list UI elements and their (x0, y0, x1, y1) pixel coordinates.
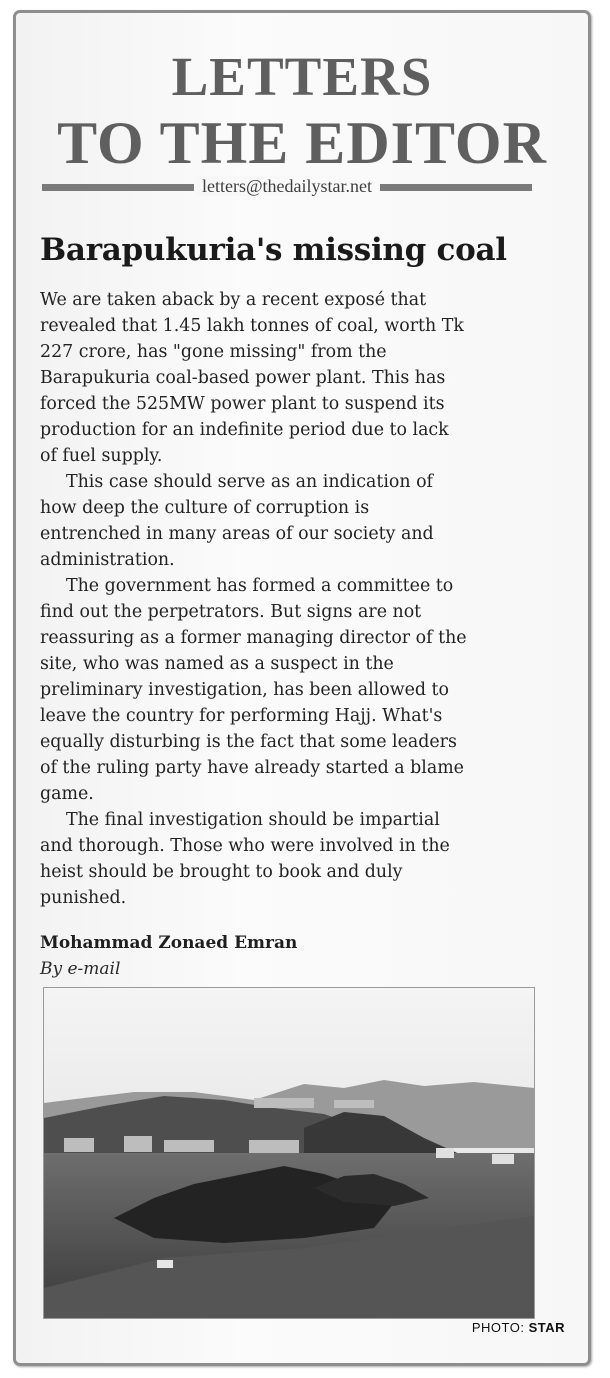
text-line: leave the country for performing Hajj. What's (40, 706, 443, 726)
photo-credit (472, 1320, 565, 1335)
text-line: equally disturbing is the fact that some leaders (40, 732, 457, 752)
text-line: how deep the culture of corruption is (40, 498, 370, 518)
email-address-wrap (42, 176, 532, 197)
text-line: preliminary investigation, has been allowed to (40, 680, 450, 700)
text-line: of the ruling party have already started a blame (40, 758, 464, 778)
section-title-line1: LETTERS (171, 46, 433, 107)
text-line: We are taken aback by a recent exposé that (40, 290, 427, 310)
photo-credit-prefix: PHOTO: (471, 1320, 525, 1335)
text-line: site, who was named as a suspect in the (40, 654, 394, 674)
text-line: Barapukuria coal-based power plant. This has (40, 368, 446, 388)
letter-source: By e-mail (40, 959, 121, 979)
letter-author: Mohammad Zonaed Emran (40, 933, 298, 953)
photo-debris (157, 1260, 173, 1268)
text-line: forced the 525MW power plant to suspend its (40, 394, 445, 414)
paragraph-4 (40, 807, 540, 911)
text-line: heist should be brought to book and duly (40, 862, 403, 882)
text-line: 227 crore, has "gone missing" from the (40, 342, 387, 362)
photo-credit-source: STAR (528, 1320, 565, 1335)
text-line: production for an indefinite period due to lack (40, 420, 449, 440)
text-line: entrenched in many areas of our society and (40, 524, 434, 544)
section-title-line2: TO THE EDITOR (57, 110, 547, 176)
text-line: game. (40, 784, 94, 804)
paragraph-3 (40, 573, 540, 807)
text-line: administration. (40, 550, 175, 570)
letter-body (40, 287, 540, 911)
text-line: of fuel supply. (40, 446, 163, 466)
text-line: The final investigation should be impartial (66, 810, 440, 830)
text-line: The government has formed a committee to (66, 576, 454, 596)
email-row (42, 175, 532, 201)
text-line: and thorough. Those who were involved in the (40, 836, 450, 856)
paragraph-1 (40, 287, 540, 469)
text-line: punished. (40, 888, 127, 908)
text-line: This case should serve as an indication of (66, 472, 433, 492)
coal-site-photo (43, 987, 535, 1319)
email-address[interactable]: letters@thedailystar.net (196, 176, 378, 196)
text-line: reassuring as a former managing director of the (40, 628, 467, 648)
paragraph-2 (40, 469, 540, 573)
text-line: revealed that 1.45 lakh tonnes of coal, worth Tk (40, 316, 464, 336)
letter-headline: Barapukuria's missing coal (40, 232, 507, 268)
text-line: find out the perpetrators. But signs are not (40, 602, 422, 622)
